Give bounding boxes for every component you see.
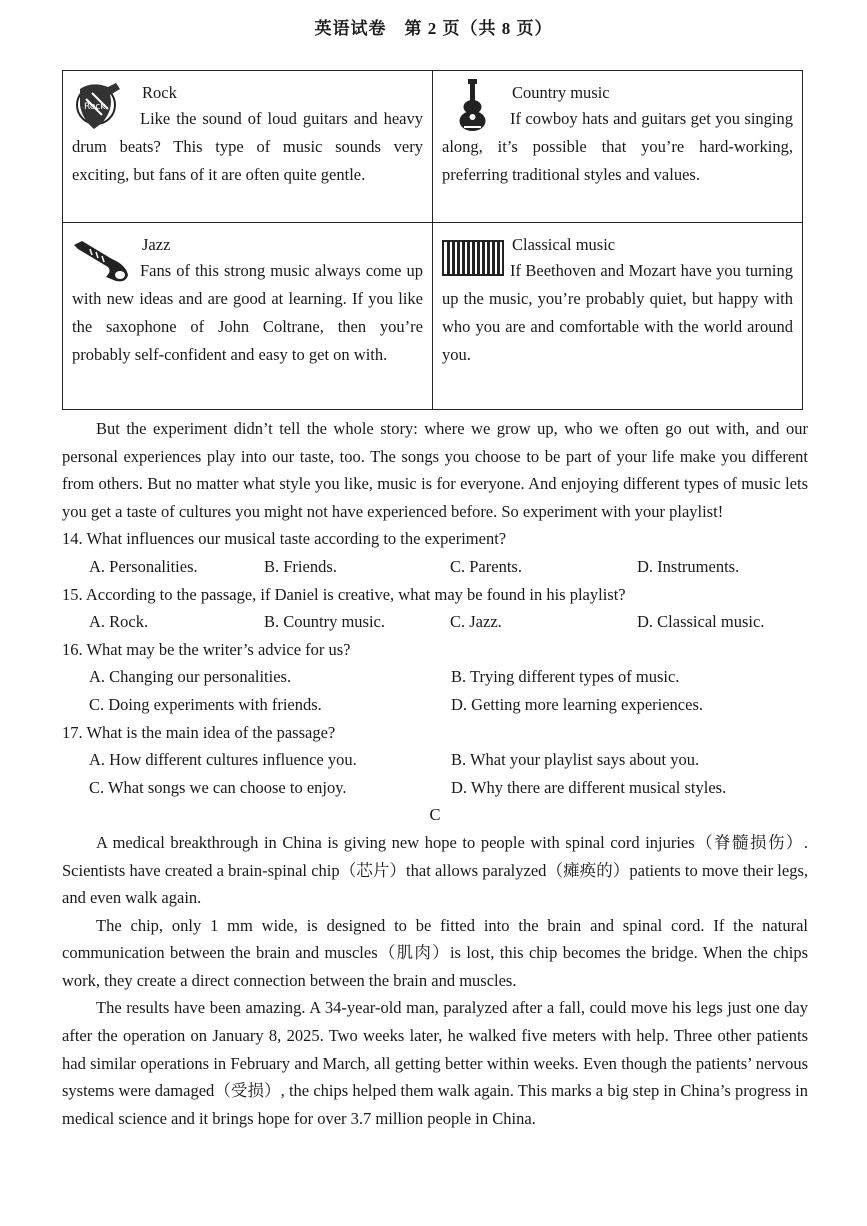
music-type-title: Country music (512, 83, 610, 102)
music-type-title: Jazz (142, 235, 171, 255)
piano-keys-icon (442, 231, 504, 285)
option[interactable]: D. Getting more learning experiences. (451, 694, 703, 714)
music-type-cell-jazz (63, 223, 433, 410)
question-17: 17. What is the main idea of the passage? (62, 722, 336, 742)
option[interactable]: B. Friends. (264, 556, 337, 576)
question-16: 16. What may be the writer’s advice for us? (62, 639, 351, 659)
option[interactable]: A. How different cultures influence you. (89, 750, 357, 770)
option[interactable]: C. Parents. (450, 556, 522, 576)
rock-guitar-icon (72, 79, 134, 133)
options-15 (62, 608, 808, 636)
option[interactable]: B. Country music. (264, 612, 386, 632)
options-17 (62, 746, 808, 774)
option[interactable]: C. Doing experiments with friends. (89, 694, 322, 714)
music-type-description: Fans of this strong music always come up with new ideas and are good at learning. If you like the saxophone of John Coltrane, then you’re probably self-confident and easy to get on with. (72, 261, 423, 364)
section-heading-c: C (429, 805, 441, 825)
music-type-cell-country (433, 71, 803, 223)
music-type-description: Like the sound of loud guitars and heavy drum beats? This type of music sounds very exciting, but fans of it are often quite gentle. (72, 109, 423, 184)
page-header: 英语试卷 第 2 页（共 8 页） (314, 19, 553, 38)
svg-text:Rock: Rock (84, 102, 106, 112)
music-type-title: Rock (142, 83, 177, 102)
option[interactable]: A. Rock. (89, 612, 149, 632)
options-16 (62, 691, 808, 719)
options-16 (62, 663, 808, 691)
music-type-cell-classical (433, 223, 803, 410)
option[interactable]: C. What songs we can choose to enjoy. (89, 777, 347, 797)
options-17 (62, 774, 808, 802)
option[interactable]: A. Personalities. (89, 556, 198, 576)
passage-c-paragraph: The results have been amazing. A 34-year-old man, paralyzed after a fall, could move his legs just one day after the operation on January 8, 2025. Two weeks later, he walked five meters with help. Three other patients had similar operations in February and March, all getting better within weeks. Even though the patients’ nervous systems were damaged（受损）, the chips helped them walk again. This marks a big step in China’s progress in medical science and it brings hope for over 3.7 million people in China. (62, 998, 808, 1128)
question-14: 14. What influences our musical taste according to the experiment? (62, 529, 507, 549)
option[interactable]: B. Trying different types of music. (451, 667, 680, 687)
option[interactable]: A. Changing our personalities. (89, 667, 292, 687)
saxophone-icon (72, 231, 134, 285)
music-type-title: Classical music (512, 235, 616, 255)
passage-conclusion: But the experiment didn’t tell the whole story: where we grow up, who we often go out with, and our personal experiences play into our taste, too. The songs you choose to be part of your life make you different from others. But no matter what style you like, music is for everyone. And enjoying different types of music lets you get a taste of cultures you might not have experienced before. So experiment with your playlist! (62, 419, 808, 521)
option[interactable]: D. Classical music. (637, 612, 765, 632)
content-area (62, 415, 808, 1132)
acoustic-guitar-icon (442, 79, 504, 133)
question-15: 15. According to the passage, if Daniel is creative, what may be found in his playlist? (62, 584, 626, 604)
option[interactable]: D. Why there are different musical styles. (451, 777, 727, 797)
passage-c-paragraph: The chip, only 1 mm wide, is designed to be fitted into the brain and spinal cord. If the natural communication between the brain and muscles（肌肉）is lost, this chip becomes the bridge. When the chips work, they create a direct connection between the brain and muscles. (62, 915, 808, 990)
music-type-cell-rock (63, 71, 433, 223)
option[interactable]: B. What your playlist says about you. (451, 750, 700, 770)
option[interactable]: D. Instruments. (637, 556, 740, 576)
passage-c-paragraph: A medical breakthrough in China is giving new hope to people with spinal cord injuries（脊髓损伤）. Scientists have created a brain-spinal chip（芯片）that allows paralyzed（瘫痪的）patients to move their legs, and even walk again. (62, 832, 808, 908)
music-types-table (62, 70, 803, 410)
options-14 (62, 553, 808, 581)
music-type-description: If Beethoven and Mozart have you turning up the music, you’re probably quiet, but happy with who you are and comfortable with the world around you. (442, 261, 793, 364)
option[interactable]: C. Jazz. (450, 612, 502, 632)
music-type-description: If cowboy hats and guitars get you singing along, it’s possible that you’re hard-working, preferring traditional styles and values. (442, 109, 793, 184)
